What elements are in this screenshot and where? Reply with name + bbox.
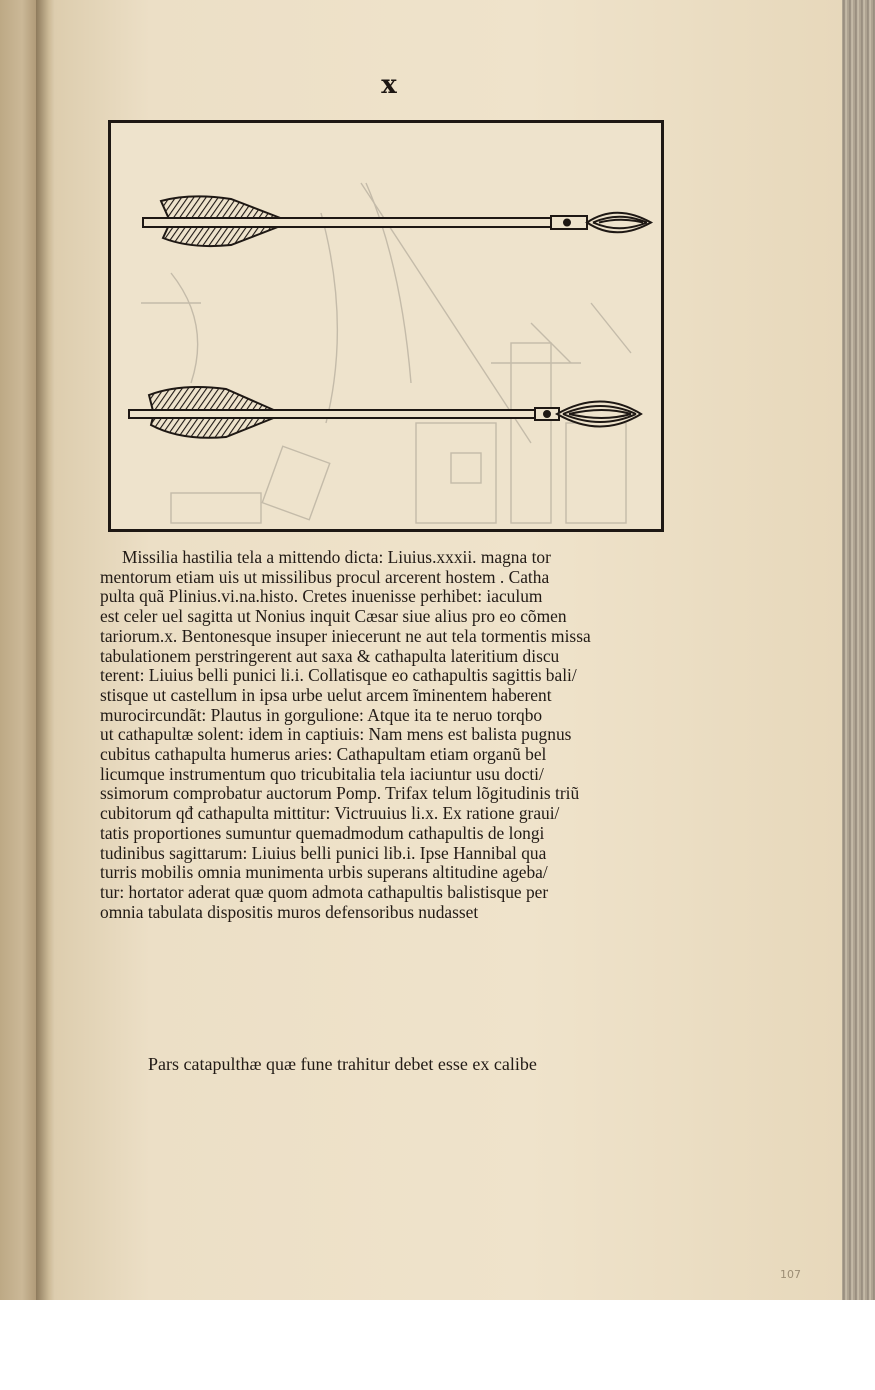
text-line: tur: hortator aderat quæ quom admota cathapultis balistisque per bbox=[100, 881, 549, 902]
text-line: omnia tabulata dispositis muros defensoribus nudasset bbox=[100, 901, 479, 922]
arrow-bottom-fletch-upper bbox=[149, 387, 276, 411]
text-line: murocircundãt: Plautus in gorgulione: Atque ita te neruo torqbo bbox=[100, 704, 543, 725]
arrows-svg bbox=[111, 123, 661, 529]
text-line: licumque instrumentum quo tricubitalia tela iaciuntur usu docti/ bbox=[100, 763, 544, 784]
arrow-top-shaft bbox=[143, 218, 561, 227]
text-line: tatis proportiones sumuntur quemadmodum cathapultis de longi bbox=[100, 822, 545, 843]
text-line: terent: Liuius belli punici li.i. Collatisque eo cathapultis sagittis bali/ bbox=[100, 665, 577, 686]
text-line: tabulationem perstringerent aut saxa & cathapulta lateritium discu bbox=[100, 645, 560, 666]
text-line: turris mobilis omnia munimenta urbis superans altitudine ageba/ bbox=[100, 862, 548, 883]
page-caption: Pars catapulthæ quæ fune trahitur debet esse ex calibe bbox=[148, 1054, 537, 1074]
fore-edge bbox=[842, 0, 875, 1300]
arrow-bottom-fletch-lower bbox=[151, 417, 276, 438]
woodcut-arrows bbox=[108, 120, 664, 532]
arrow-bottom bbox=[129, 387, 641, 438]
text-line: est celer uel sagitta ut Nonius inquit Cæsar siue alius pro eo cõmen bbox=[100, 606, 567, 627]
text-line: stisque ut castellum in ipsa urbe uelut arcem ĩminentem haberent bbox=[100, 684, 552, 705]
text-line: pulta quã Plinius.vi.na.histo. Cretes inuenisse perhibet: iaculum bbox=[100, 586, 543, 607]
folio-number: x bbox=[381, 70, 397, 100]
pencil-page-note: 107 bbox=[780, 1268, 801, 1281]
text-line: Missilia hastilia tela a mittendo dicta: Liuius.xxxii. magna tor bbox=[122, 547, 551, 567]
text-line: ut cathapultæ solent: idem in captiuis: Nam mens est balista pugnus bbox=[100, 724, 572, 745]
text-line: tariorum.x. Bentonesque insuper iniecerunt ne aut tela tormentis missa bbox=[100, 625, 591, 646]
arrow-top-fletch-upper bbox=[161, 196, 283, 219]
latin-text-block bbox=[100, 548, 660, 922]
text-line: tudinibus sagittarum: Liuius belli punici lib.i. Ipse Hannibal qua bbox=[100, 842, 547, 863]
text-line: ssimorum comprobatur auctorum Pomp. Trifax telum lõgitudinis triũ bbox=[100, 783, 580, 804]
arrow-top-fletch-lower bbox=[163, 225, 283, 246]
text-line: cubitorum qđ cathapulta mittitur: Victruuius li.x. Ex ratione graui/ bbox=[100, 803, 560, 824]
text-line: mentorum etiam uis ut missilibus procul arcerent hostem . Catha bbox=[100, 566, 550, 587]
arrow-bottom-shaft bbox=[129, 410, 544, 418]
left-page-edge bbox=[0, 0, 40, 1300]
text-line: cubitus cathapulta humerus aries: Cathapultam etiam organũ bel bbox=[100, 744, 547, 765]
